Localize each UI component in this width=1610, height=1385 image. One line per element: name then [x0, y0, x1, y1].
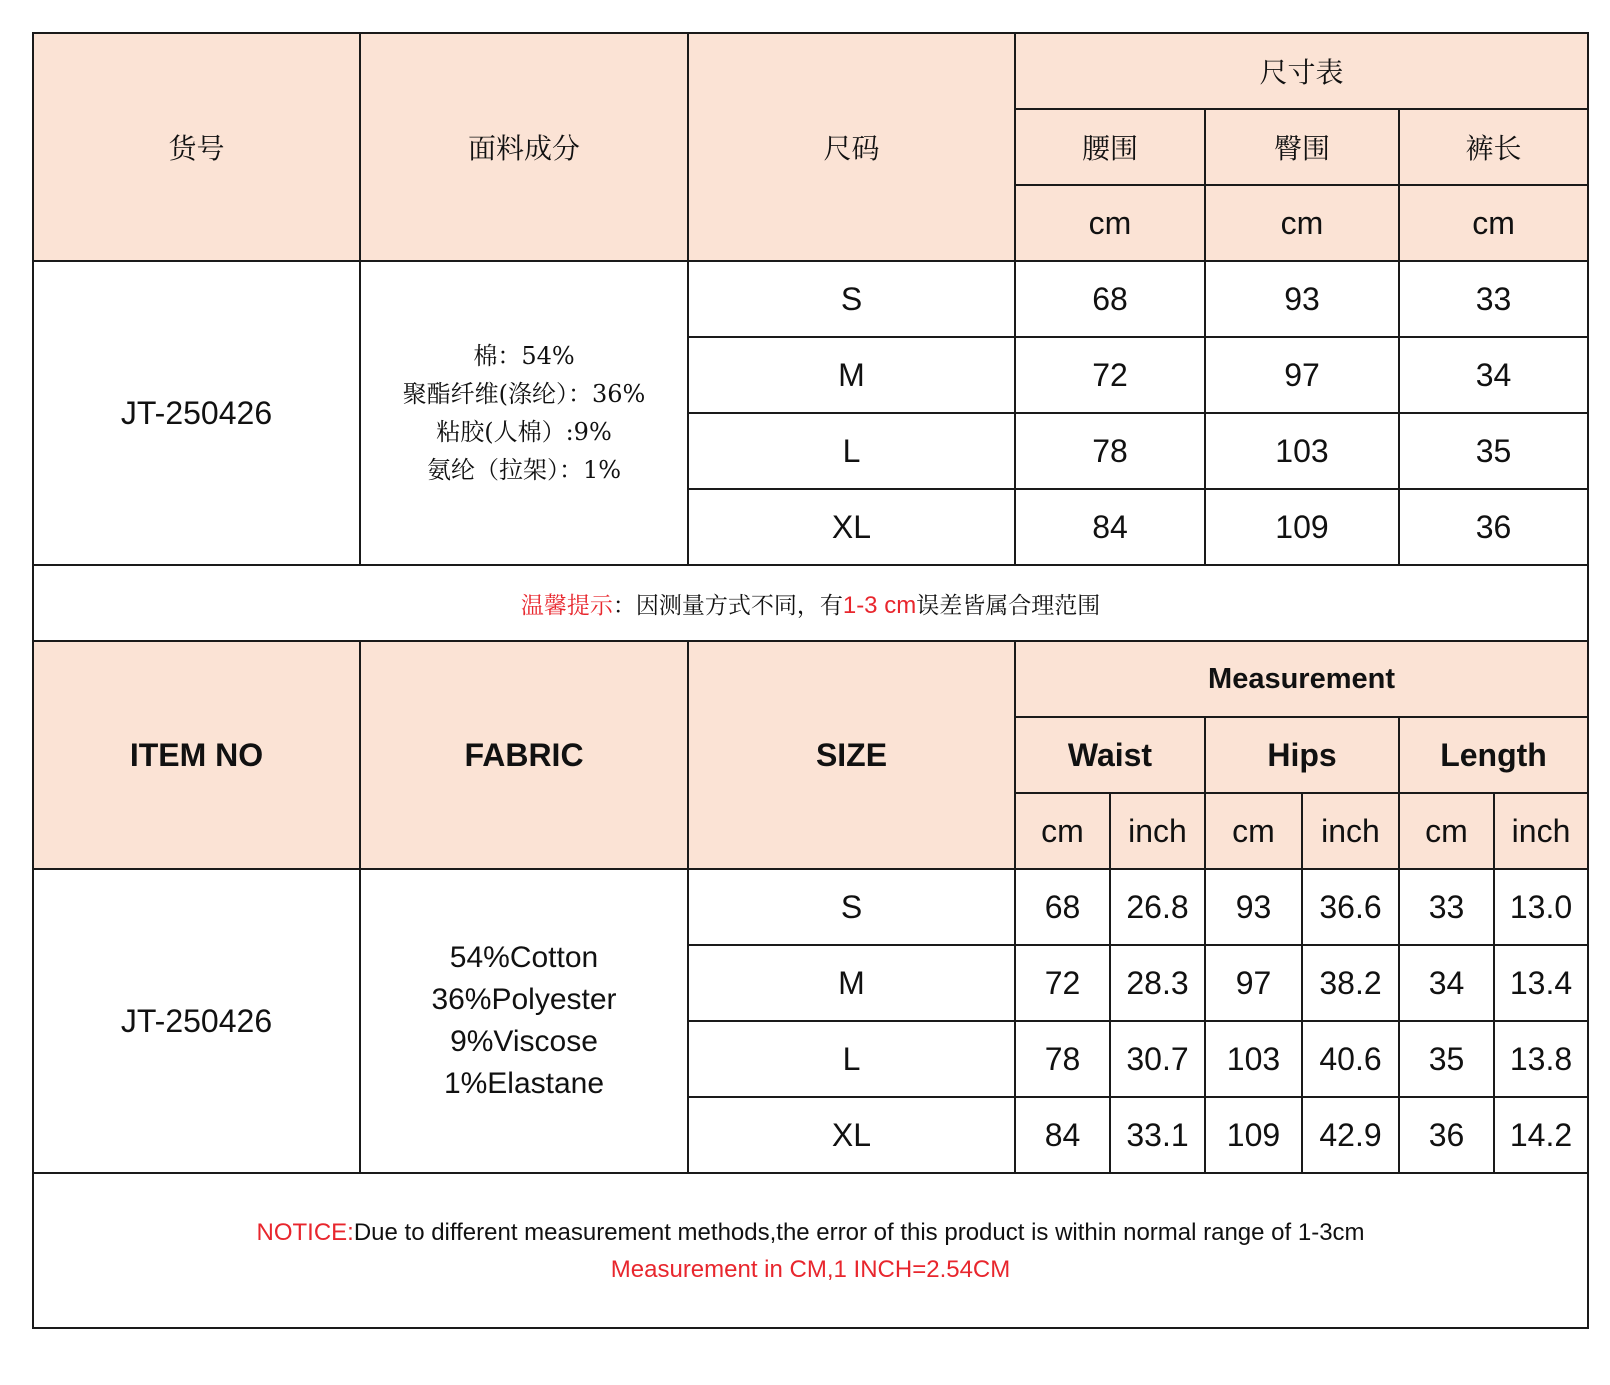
en-unit-waist-cm: cm — [1015, 793, 1110, 869]
length-inch-cell: 13.8 — [1494, 1021, 1588, 1097]
length-cell: 33 — [1399, 261, 1588, 337]
length-cell: 35 — [1399, 413, 1588, 489]
cn-unit-length: cm — [1399, 185, 1588, 261]
cn-header-waist: 腰围 — [1015, 109, 1205, 185]
waist-cm-cell: 68 — [1015, 869, 1110, 945]
size-chart-sheet — [32, 32, 1587, 1329]
cn-tip — [33, 565, 1588, 641]
table-row — [33, 261, 1588, 337]
hips-cm-cell: 97 — [1205, 945, 1302, 1021]
en-header-waist: Waist — [1015, 717, 1205, 793]
length-cm-cell: 35 — [1399, 1021, 1494, 1097]
cn-header-fabric: 面料成分 — [360, 33, 688, 261]
hips-cell: 109 — [1205, 489, 1399, 565]
en-header-hips: Hips — [1205, 717, 1399, 793]
size-cell: M — [688, 945, 1015, 1021]
hips-cm-cell: 109 — [1205, 1097, 1302, 1173]
en-header-fabric: FABRIC — [360, 641, 688, 869]
tip-text-2: 误差皆属合理范围 — [916, 592, 1101, 619]
fabric-line: 54%Cotton — [449, 941, 599, 974]
fabric-line: 36%Polyester — [431, 983, 617, 1016]
tip-label: 温馨提示 — [520, 592, 613, 619]
en-header-size: SIZE — [688, 641, 1015, 869]
hips-cell: 93 — [1205, 261, 1399, 337]
fabric-line: 粘胶(人棉）:9% — [436, 418, 612, 446]
hips-inch-cell: 38.2 — [1302, 945, 1399, 1021]
waist-cm-cell: 72 — [1015, 945, 1110, 1021]
cn-header-size-chart: 尺寸表 — [1015, 33, 1588, 109]
cn-header-hips: 臀围 — [1205, 109, 1399, 185]
cn-unit-waist: cm — [1015, 185, 1205, 261]
size-cell: L — [688, 1021, 1015, 1097]
waist-cm-cell: 78 — [1015, 1021, 1110, 1097]
en-header-item-no: ITEM NO — [33, 641, 360, 869]
cn-header-size: 尺码 — [688, 33, 1015, 261]
table-row — [33, 869, 1588, 945]
length-cm-cell: 33 — [1399, 869, 1494, 945]
hips-cm-cell: 103 — [1205, 1021, 1302, 1097]
length-cm-cell: 34 — [1399, 945, 1494, 1021]
fabric-line: 氨纶（拉架）：1% — [426, 456, 622, 484]
en-header-length: Length — [1399, 717, 1588, 793]
hips-inch-cell: 42.9 — [1302, 1097, 1399, 1173]
tip-text-1: ：因测量方式不同，有 — [612, 592, 843, 619]
en-fabric-composition — [360, 869, 688, 1173]
cn-header-item-no: 货号 — [33, 33, 360, 261]
cn-fabric-composition — [360, 261, 688, 565]
length-inch-cell: 14.2 — [1494, 1097, 1588, 1173]
size-chart-table — [32, 32, 1589, 1329]
en-unit-waist-inch: inch — [1110, 793, 1205, 869]
length-inch-cell: 13.4 — [1494, 945, 1588, 1021]
hips-inch-cell: 40.6 — [1302, 1021, 1399, 1097]
size-cell: XL — [688, 1097, 1015, 1173]
length-inch-cell: 13.0 — [1494, 869, 1588, 945]
notice-label: NOTICE: — [256, 1218, 354, 1246]
length-cm-cell: 36 — [1399, 1097, 1494, 1173]
notice-line-2: Measurement in CM,1 INCH=2.54CM — [610, 1255, 1011, 1283]
en-item-no: JT-250426 — [33, 869, 360, 1173]
cn-unit-hips: cm — [1205, 185, 1399, 261]
fabric-line: 棉：54% — [473, 342, 575, 370]
en-unit-hips-inch: inch — [1302, 793, 1399, 869]
hips-cell: 97 — [1205, 337, 1399, 413]
size-cell: XL — [688, 489, 1015, 565]
tip-range: 1-3 cm — [842, 591, 917, 619]
waist-inch-cell: 33.1 — [1110, 1097, 1205, 1173]
waist-cell: 68 — [1015, 261, 1205, 337]
fabric-line: 1%Elastane — [443, 1067, 605, 1100]
notice-text: Due to different measurement methods,the error of this product is within normal range of 1-3cm — [353, 1218, 1365, 1246]
cn-item-no: JT-250426 — [33, 261, 360, 565]
en-header-row-1 — [33, 641, 1588, 717]
hips-cm-cell: 93 — [1205, 869, 1302, 945]
waist-inch-cell: 28.3 — [1110, 945, 1205, 1021]
length-cell: 34 — [1399, 337, 1588, 413]
hips-cell: 103 — [1205, 413, 1399, 489]
cn-header-row-1 — [33, 33, 1588, 109]
waist-cm-cell: 84 — [1015, 1097, 1110, 1173]
notice-line-1 — [34, 1214, 1587, 1251]
waist-inch-cell: 26.8 — [1110, 869, 1205, 945]
waist-cell: 72 — [1015, 337, 1205, 413]
fabric-line: 9%Viscose — [450, 1025, 598, 1058]
size-cell: S — [688, 261, 1015, 337]
en-unit-length-cm: cm — [1399, 793, 1494, 869]
en-header-measurement: Measurement — [1015, 641, 1588, 717]
en-unit-hips-cm: cm — [1205, 793, 1302, 869]
hips-inch-cell: 36.6 — [1302, 869, 1399, 945]
waist-cell: 84 — [1015, 489, 1205, 565]
waist-inch-cell: 30.7 — [1110, 1021, 1205, 1097]
size-cell: S — [688, 869, 1015, 945]
size-cell: L — [688, 413, 1015, 489]
fabric-line: 聚酯纤维(涤纶）：36% — [402, 380, 646, 408]
en-unit-length-inch: inch — [1494, 793, 1588, 869]
waist-cell: 78 — [1015, 413, 1205, 489]
cn-header-length: 裤长 — [1399, 109, 1588, 185]
length-cell: 36 — [1399, 489, 1588, 565]
en-notice-row — [33, 1173, 1588, 1328]
size-cell: M — [688, 337, 1015, 413]
en-notice — [33, 1173, 1588, 1328]
cn-tip-row — [33, 565, 1588, 641]
